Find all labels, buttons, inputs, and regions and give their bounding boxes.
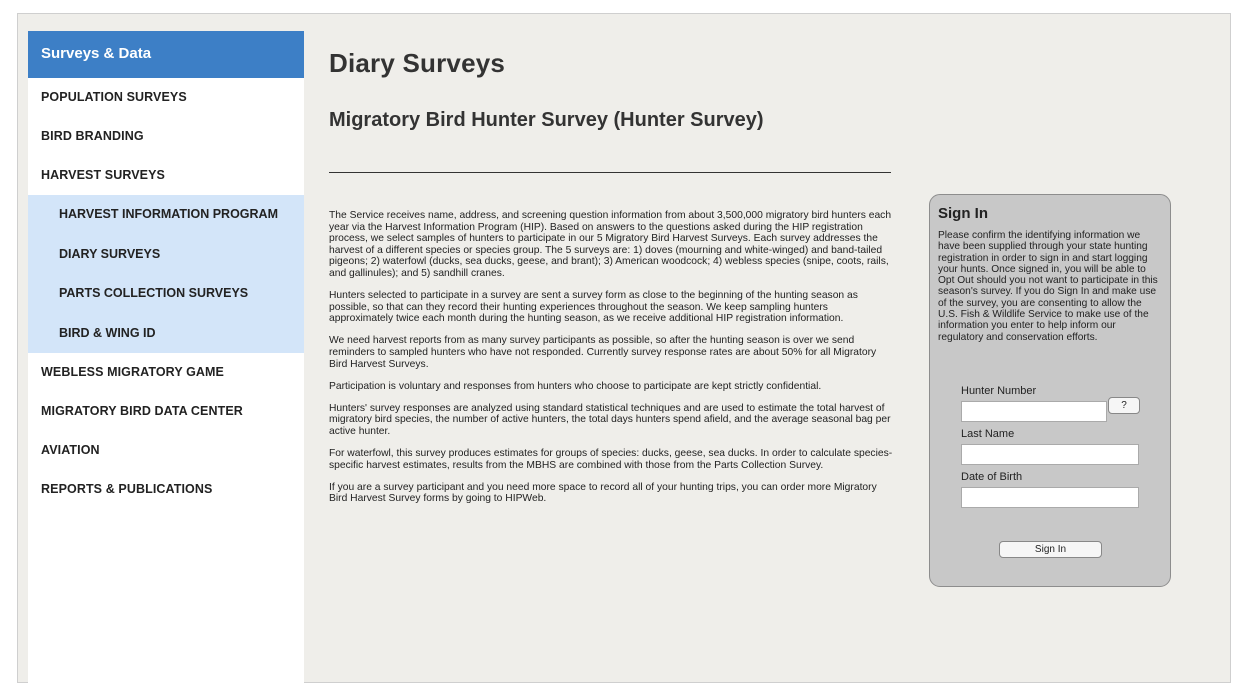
hunter-number-help-button[interactable]: ? bbox=[1108, 397, 1140, 414]
sidebar-item-bird-wing-id[interactable]: BIRD & WING ID bbox=[59, 325, 156, 340]
sidebar-item-parts-collection-surveys[interactable]: PARTS COLLECTION SURVEYS bbox=[59, 286, 249, 300]
paragraph: Hunters' survey responses are analyzed using standard statistical techniques and are used to estimate the total harvest of migratory bird species, the number of active hunters, the total days hunters spend afield, and the average seasonal bag per active hunter. bbox=[329, 402, 891, 437]
divider bbox=[329, 172, 891, 173]
sidebar-item-population-surveys[interactable]: POPULATION SURVEYS bbox=[41, 90, 187, 104]
sidebar-item-migratory-bird-data-center[interactable]: MIGRATORY BIRD DATA CENTER bbox=[41, 404, 243, 418]
dob-label: Date of Birth bbox=[961, 471, 1023, 483]
paragraph: We need harvest reports from as many survey participants as possible, so after the hunting season is over we send reminders to sampled hunters who have not responded. Currently survey response rates are about 50% for all Migratory Bird Harvest Surveys. bbox=[329, 335, 877, 370]
sidebar-item-bird-branding[interactable]: BIRD BRANDING bbox=[41, 129, 144, 143]
paragraph: Hunters selected to participate in a survey are sent a survey form as close to the beginning of the hunting season as possible, so that can they record their hunting experiences throughout the season. We keep sampling hunters approximately twice each month during the hunting season, as we receive additional HIP registration information. bbox=[329, 290, 858, 325]
dob-input[interactable] bbox=[961, 487, 1139, 508]
sidebar-subgroup-harvest bbox=[28, 195, 304, 353]
last-name-input[interactable] bbox=[961, 444, 1139, 465]
sidebar-item-webless-migratory-game[interactable]: WEBLESS MIGRATORY GAME bbox=[41, 365, 224, 379]
signin-button[interactable]: Sign In bbox=[999, 541, 1102, 558]
sidebar-item-reports-publications[interactable]: REPORTS & PUBLICATIONS bbox=[41, 482, 213, 496]
body-text bbox=[329, 210, 894, 505]
paragraph-last bbox=[329, 482, 894, 505]
paragraph-end: . bbox=[543, 493, 547, 505]
main-content bbox=[329, 48, 894, 515]
sidebar-item-aviation[interactable]: AVIATION bbox=[41, 443, 100, 457]
hipweb-link[interactable]: HIPWeb bbox=[505, 493, 544, 505]
section-title: Migratory Bird Hunter Survey (Hunter Survey) bbox=[329, 109, 764, 131]
paragraph: Participation is voluntary and responses from hunters who choose to participate are kept strictly confidential. bbox=[329, 380, 822, 392]
hunter-number-label: Hunter Number bbox=[961, 385, 1037, 397]
sidebar-header[interactable]: Surveys & Data bbox=[28, 31, 304, 78]
hunter-number-input[interactable] bbox=[961, 401, 1107, 422]
signin-description: Please confirm the identifying information we have been supplied through your state hunting registration in order to sign in and start logging your hunts. Once signed in, you will be able to Opt Out should you not want to participate in this season's survey. If you do Sign In and make use of the survey, you are consenting to allow the U.S. Fish & Wildlife Service to make use of the information you enter to help inform our regulatory and conservation efforts. bbox=[938, 230, 1158, 343]
last-name-label: Last Name bbox=[961, 428, 1015, 440]
signin-title: Sign In bbox=[938, 205, 988, 222]
sidebar-item-harvest-surveys[interactable]: HARVEST SURVEYS bbox=[41, 168, 165, 182]
sidebar-item-harvest-information-program[interactable]: HARVEST INFORMATION PROGRAM bbox=[59, 207, 278, 221]
paragraph: The Service receives name, address, and screening question information from about 3,500,000 migratory bird hunters each year via the Harvest Information Program (HIP). Based on answers to the questions asked during the HIP registration process, we select samples of hunters to participate in our 5 Migratory Bird Harvest Surveys. Each survey addresses the harvest of a different species or species group. The 5 surveys are: 1) doves (mourning and white-winged) and band-tailed pigeons; 2) waterfowl (ducks, sea ducks, geese, and brant); 3) American woodcock; 4) webless species (snipe, coots, rails, and gallinules); and 5) sandhill cranes. bbox=[329, 210, 892, 279]
sidebar-item-diary-surveys[interactable]: DIARY SURVEYS bbox=[59, 246, 161, 261]
paragraph: For waterfowl, this survey produces estimates for groups of species: ducks, geese, sea ducks. In order to calculate species-specific harvest estimates, results from the MBHS are combined with those from the Parts Collection Survey. bbox=[329, 448, 893, 471]
paragraph-text: If you are a survey participant and you need more space to record all of your hunting trips, you can order more Migratory Bird Harvest Survey forms by going to bbox=[329, 481, 877, 505]
signin-panel bbox=[929, 194, 1171, 587]
page-title: Diary Surveys bbox=[329, 48, 506, 78]
sidebar bbox=[28, 31, 304, 683]
